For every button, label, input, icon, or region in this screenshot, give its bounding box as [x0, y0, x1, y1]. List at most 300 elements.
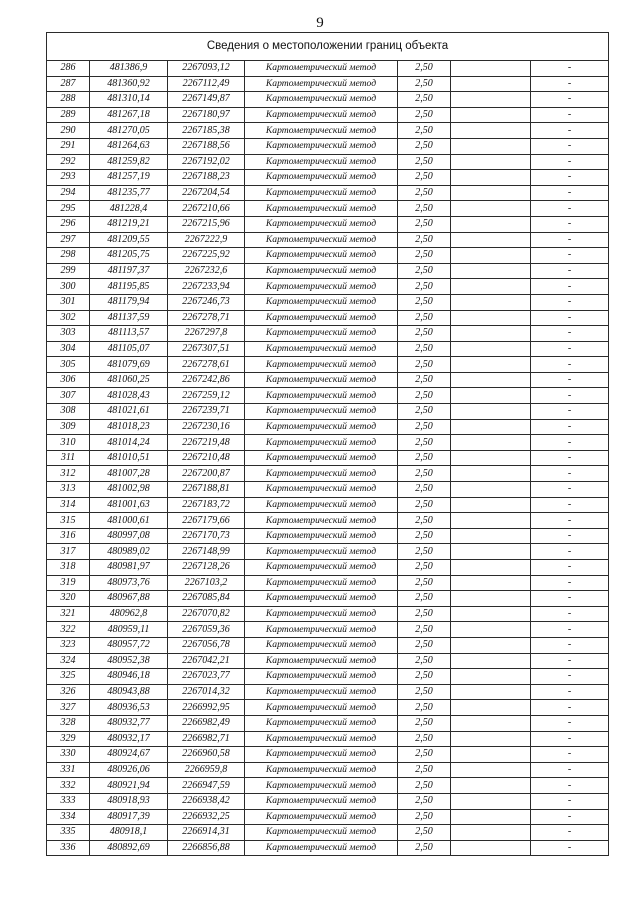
note-cell: -	[531, 201, 609, 217]
description-cell	[451, 357, 531, 373]
y-coordinate-cell: 2267148,99	[168, 544, 245, 560]
table-row	[47, 653, 609, 669]
description-cell	[451, 560, 531, 576]
description-cell	[451, 715, 531, 731]
note-cell: -	[531, 684, 609, 700]
y-coordinate-cell: 2267192,02	[168, 154, 245, 170]
accuracy-cell: 2,50	[398, 793, 451, 809]
point-number-cell: 288	[47, 92, 90, 108]
description-cell	[451, 637, 531, 653]
description-cell	[451, 840, 531, 856]
x-coordinate-cell: 480921,94	[90, 778, 168, 794]
point-number-cell: 286	[47, 61, 90, 77]
description-cell	[451, 653, 531, 669]
description-cell	[451, 762, 531, 778]
x-coordinate-cell: 481060,25	[90, 372, 168, 388]
accuracy-cell: 2,50	[398, 404, 451, 420]
x-coordinate-cell: 481105,07	[90, 341, 168, 357]
y-coordinate-cell: 2267215,96	[168, 216, 245, 232]
method-cell: Картометрический метод	[245, 715, 398, 731]
table-row	[47, 606, 609, 622]
note-cell: -	[531, 232, 609, 248]
note-cell: -	[531, 528, 609, 544]
table-row	[47, 170, 609, 186]
x-coordinate-cell: 481113,57	[90, 326, 168, 342]
table-row	[47, 201, 609, 217]
table-row	[47, 404, 609, 420]
x-coordinate-cell: 481014,24	[90, 435, 168, 451]
table-row	[47, 684, 609, 700]
method-cell: Картометрический метод	[245, 76, 398, 92]
y-coordinate-cell: 2267023,77	[168, 669, 245, 685]
x-coordinate-cell: 481179,94	[90, 294, 168, 310]
point-number-cell: 307	[47, 388, 90, 404]
x-coordinate-cell: 481360,92	[90, 76, 168, 92]
note-cell: -	[531, 154, 609, 170]
point-number-cell: 296	[47, 216, 90, 232]
note-cell: -	[531, 170, 609, 186]
x-coordinate-cell: 481270,05	[90, 123, 168, 139]
method-cell: Картометрический метод	[245, 341, 398, 357]
point-number-cell: 310	[47, 435, 90, 451]
method-cell: Картометрический метод	[245, 793, 398, 809]
point-number-cell: 301	[47, 294, 90, 310]
description-cell	[451, 700, 531, 716]
y-coordinate-cell: 2267307,51	[168, 341, 245, 357]
table-row	[47, 123, 609, 139]
description-cell	[451, 154, 531, 170]
x-coordinate-cell: 481386,9	[90, 61, 168, 77]
note-cell: -	[531, 123, 609, 139]
description-cell	[451, 92, 531, 108]
y-coordinate-cell: 2267219,48	[168, 435, 245, 451]
y-coordinate-cell: 2267242,86	[168, 372, 245, 388]
note-cell: -	[531, 747, 609, 763]
y-coordinate-cell: 2267188,23	[168, 170, 245, 186]
y-coordinate-cell: 2267112,49	[168, 76, 245, 92]
y-coordinate-cell: 2266982,49	[168, 715, 245, 731]
table-row	[47, 747, 609, 763]
method-cell: Картометрический метод	[245, 372, 398, 388]
accuracy-cell: 2,50	[398, 560, 451, 576]
y-coordinate-cell: 2267103,2	[168, 575, 245, 591]
description-cell	[451, 778, 531, 794]
x-coordinate-cell: 481267,18	[90, 107, 168, 123]
method-cell: Картометрический метод	[245, 92, 398, 108]
description-cell	[451, 107, 531, 123]
y-coordinate-cell: 2267149,87	[168, 92, 245, 108]
table-row	[47, 388, 609, 404]
x-coordinate-cell: 480932,17	[90, 731, 168, 747]
y-coordinate-cell: 2266856,88	[168, 840, 245, 856]
method-cell: Картометрический метод	[245, 466, 398, 482]
y-coordinate-cell: 2266947,59	[168, 778, 245, 794]
method-cell: Картометрический метод	[245, 357, 398, 373]
table-row	[47, 669, 609, 685]
table-row	[47, 809, 609, 825]
description-cell	[451, 279, 531, 295]
table-row	[47, 357, 609, 373]
point-number-cell: 308	[47, 404, 90, 420]
description-cell	[451, 482, 531, 498]
accuracy-cell: 2,50	[398, 123, 451, 139]
note-cell: -	[531, 840, 609, 856]
table-row	[47, 840, 609, 856]
description-cell	[451, 216, 531, 232]
y-coordinate-cell: 2267185,38	[168, 123, 245, 139]
accuracy-cell: 2,50	[398, 201, 451, 217]
accuracy-cell: 2,50	[398, 715, 451, 731]
note-cell: -	[531, 669, 609, 685]
table-row	[47, 528, 609, 544]
description-cell	[451, 341, 531, 357]
accuracy-cell: 2,50	[398, 637, 451, 653]
point-number-cell: 299	[47, 263, 90, 279]
point-number-cell: 328	[47, 715, 90, 731]
table-row	[47, 76, 609, 92]
table-row	[47, 731, 609, 747]
table-row	[47, 248, 609, 264]
x-coordinate-cell: 481205,75	[90, 248, 168, 264]
x-coordinate-cell: 480918,1	[90, 825, 168, 841]
table-row	[47, 138, 609, 154]
accuracy-cell: 2,50	[398, 294, 451, 310]
description-cell	[451, 170, 531, 186]
point-number-cell: 314	[47, 497, 90, 513]
accuracy-cell: 2,50	[398, 591, 451, 607]
accuracy-cell: 2,50	[398, 747, 451, 763]
y-coordinate-cell: 2267233,94	[168, 279, 245, 295]
y-coordinate-cell: 2267210,66	[168, 201, 245, 217]
description-cell	[451, 294, 531, 310]
table-row	[47, 762, 609, 778]
note-cell: -	[531, 825, 609, 841]
accuracy-cell: 2,50	[398, 684, 451, 700]
note-cell: -	[531, 419, 609, 435]
point-number-cell: 305	[47, 357, 90, 373]
point-number-cell: 330	[47, 747, 90, 763]
note-cell: -	[531, 263, 609, 279]
point-number-cell: 289	[47, 107, 90, 123]
point-number-cell: 290	[47, 123, 90, 139]
description-cell	[451, 466, 531, 482]
table-row	[47, 419, 609, 435]
note-cell: -	[531, 637, 609, 653]
accuracy-cell: 2,50	[398, 825, 451, 841]
table-row	[47, 185, 609, 201]
note-cell: -	[531, 544, 609, 560]
method-cell: Картометрический метод	[245, 747, 398, 763]
method-cell: Картометрический метод	[245, 216, 398, 232]
note-cell: -	[531, 279, 609, 295]
table-row	[47, 591, 609, 607]
note-cell: -	[531, 61, 609, 77]
description-cell	[451, 388, 531, 404]
table-row	[47, 575, 609, 591]
x-coordinate-cell: 481219,21	[90, 216, 168, 232]
y-coordinate-cell: 2267085,84	[168, 591, 245, 607]
y-coordinate-cell: 2267056,78	[168, 637, 245, 653]
table-row	[47, 107, 609, 123]
x-coordinate-cell: 480967,88	[90, 591, 168, 607]
table-row	[47, 61, 609, 77]
method-cell: Картометрический метод	[245, 482, 398, 498]
point-number-cell: 321	[47, 606, 90, 622]
x-coordinate-cell: 481264,63	[90, 138, 168, 154]
note-cell: -	[531, 482, 609, 498]
point-number-cell: 326	[47, 684, 90, 700]
accuracy-cell: 2,50	[398, 61, 451, 77]
point-number-cell: 309	[47, 419, 90, 435]
y-coordinate-cell: 2267297,8	[168, 326, 245, 342]
table-row	[47, 450, 609, 466]
method-cell: Картометрический метод	[245, 326, 398, 342]
y-coordinate-cell: 2267188,56	[168, 138, 245, 154]
accuracy-cell: 2,50	[398, 310, 451, 326]
description-cell	[451, 185, 531, 201]
x-coordinate-cell: 481000,61	[90, 513, 168, 529]
accuracy-cell: 2,50	[398, 216, 451, 232]
table-row	[47, 279, 609, 295]
method-cell: Картометрический метод	[245, 591, 398, 607]
point-number-cell: 302	[47, 310, 90, 326]
note-cell: -	[531, 715, 609, 731]
method-cell: Картометрический метод	[245, 825, 398, 841]
y-coordinate-cell: 2267278,61	[168, 357, 245, 373]
point-number-cell: 303	[47, 326, 90, 342]
method-cell: Картометрический метод	[245, 123, 398, 139]
point-number-cell: 287	[47, 76, 90, 92]
table-row	[47, 637, 609, 653]
point-number-cell: 327	[47, 700, 90, 716]
note-cell: -	[531, 372, 609, 388]
y-coordinate-cell: 2267188,81	[168, 482, 245, 498]
x-coordinate-cell: 481310,14	[90, 92, 168, 108]
method-cell: Картометрический метод	[245, 778, 398, 794]
point-number-cell: 336	[47, 840, 90, 856]
method-cell: Картометрический метод	[245, 513, 398, 529]
x-coordinate-cell: 481257,19	[90, 170, 168, 186]
point-number-cell: 315	[47, 513, 90, 529]
y-coordinate-cell: 2266959,8	[168, 762, 245, 778]
method-cell: Картометрический метод	[245, 294, 398, 310]
y-coordinate-cell: 2267232,6	[168, 263, 245, 279]
accuracy-cell: 2,50	[398, 263, 451, 279]
y-coordinate-cell: 2266960,58	[168, 747, 245, 763]
accuracy-cell: 2,50	[398, 248, 451, 264]
method-cell: Картометрический метод	[245, 170, 398, 186]
description-cell	[451, 747, 531, 763]
accuracy-cell: 2,50	[398, 138, 451, 154]
description-cell	[451, 622, 531, 638]
accuracy-cell: 2,50	[398, 279, 451, 295]
note-cell: -	[531, 560, 609, 576]
accuracy-cell: 2,50	[398, 76, 451, 92]
description-cell	[451, 669, 531, 685]
accuracy-cell: 2,50	[398, 170, 451, 186]
accuracy-cell: 2,50	[398, 762, 451, 778]
note-cell: -	[531, 294, 609, 310]
table-row	[47, 435, 609, 451]
x-coordinate-cell: 480989,02	[90, 544, 168, 560]
note-cell: -	[531, 326, 609, 342]
point-number-cell: 334	[47, 809, 90, 825]
point-number-cell: 295	[47, 201, 90, 217]
note-cell: -	[531, 435, 609, 451]
accuracy-cell: 2,50	[398, 326, 451, 342]
point-number-cell: 332	[47, 778, 90, 794]
y-coordinate-cell: 2266992,95	[168, 700, 245, 716]
x-coordinate-cell: 481018,23	[90, 419, 168, 435]
table-row	[47, 263, 609, 279]
x-coordinate-cell: 480918,93	[90, 793, 168, 809]
note-cell: -	[531, 466, 609, 482]
method-cell: Картометрический метод	[245, 669, 398, 685]
table-row	[47, 622, 609, 638]
y-coordinate-cell: 2267230,16	[168, 419, 245, 435]
description-cell	[451, 606, 531, 622]
note-cell: -	[531, 107, 609, 123]
point-number-cell: 335	[47, 825, 90, 841]
table-row	[47, 544, 609, 560]
note-cell: -	[531, 513, 609, 529]
y-coordinate-cell: 2267239,71	[168, 404, 245, 420]
point-number-cell: 316	[47, 528, 90, 544]
y-coordinate-cell: 2266932,25	[168, 809, 245, 825]
method-cell: Картометрический метод	[245, 544, 398, 560]
y-coordinate-cell: 2267180,97	[168, 107, 245, 123]
table-row	[47, 793, 609, 809]
note-cell: -	[531, 388, 609, 404]
method-cell: Картометрический метод	[245, 201, 398, 217]
x-coordinate-cell: 481228,4	[90, 201, 168, 217]
table-body	[47, 61, 609, 856]
method-cell: Картометрический метод	[245, 310, 398, 326]
x-coordinate-cell: 480959,11	[90, 622, 168, 638]
y-coordinate-cell: 2267179,66	[168, 513, 245, 529]
accuracy-cell: 2,50	[398, 185, 451, 201]
note-cell: -	[531, 653, 609, 669]
description-cell	[451, 544, 531, 560]
x-coordinate-cell: 480917,39	[90, 809, 168, 825]
accuracy-cell: 2,50	[398, 778, 451, 794]
point-number-cell: 317	[47, 544, 90, 560]
x-coordinate-cell: 481137,59	[90, 310, 168, 326]
y-coordinate-cell: 2267128,26	[168, 560, 245, 576]
table-row	[47, 326, 609, 342]
x-coordinate-cell: 480962,8	[90, 606, 168, 622]
x-coordinate-cell: 480952,38	[90, 653, 168, 669]
method-cell: Картометрический метод	[245, 138, 398, 154]
note-cell: -	[531, 92, 609, 108]
description-cell	[451, 76, 531, 92]
description-cell	[451, 497, 531, 513]
point-number-cell: 320	[47, 591, 90, 607]
y-coordinate-cell: 2267222,9	[168, 232, 245, 248]
y-coordinate-cell: 2267059,36	[168, 622, 245, 638]
accuracy-cell: 2,50	[398, 435, 451, 451]
table-row	[47, 825, 609, 841]
table-row	[47, 482, 609, 498]
description-cell	[451, 372, 531, 388]
table-row	[47, 513, 609, 529]
accuracy-cell: 2,50	[398, 419, 451, 435]
boundary-coordinates-table	[46, 32, 609, 856]
y-coordinate-cell: 2266938,42	[168, 793, 245, 809]
method-cell: Картометрический метод	[245, 263, 398, 279]
table-row	[47, 216, 609, 232]
x-coordinate-cell: 480936,53	[90, 700, 168, 716]
point-number-cell: 319	[47, 575, 90, 591]
x-coordinate-cell: 481209,55	[90, 232, 168, 248]
accuracy-cell: 2,50	[398, 513, 451, 529]
note-cell: -	[531, 357, 609, 373]
table-row	[47, 232, 609, 248]
y-coordinate-cell: 2267225,92	[168, 248, 245, 264]
method-cell: Картометрический метод	[245, 419, 398, 435]
method-cell: Картометрический метод	[245, 154, 398, 170]
y-coordinate-cell: 2266914,31	[168, 825, 245, 841]
point-number-cell: 293	[47, 170, 90, 186]
table-row	[47, 778, 609, 794]
accuracy-cell: 2,50	[398, 154, 451, 170]
accuracy-cell: 2,50	[398, 107, 451, 123]
accuracy-cell: 2,50	[398, 700, 451, 716]
table-row	[47, 560, 609, 576]
description-cell	[451, 731, 531, 747]
table-row	[47, 497, 609, 513]
method-cell: Картометрический метод	[245, 809, 398, 825]
x-coordinate-cell: 481002,98	[90, 482, 168, 498]
description-cell	[451, 326, 531, 342]
table-row	[47, 715, 609, 731]
accuracy-cell: 2,50	[398, 606, 451, 622]
method-cell: Картометрический метод	[245, 700, 398, 716]
note-cell: -	[531, 341, 609, 357]
accuracy-cell: 2,50	[398, 809, 451, 825]
y-coordinate-cell: 2267070,82	[168, 606, 245, 622]
description-cell	[451, 809, 531, 825]
y-coordinate-cell: 2267042,21	[168, 653, 245, 669]
table-row	[47, 466, 609, 482]
y-coordinate-cell: 2267246,73	[168, 294, 245, 310]
accuracy-cell: 2,50	[398, 372, 451, 388]
x-coordinate-cell: 481259,82	[90, 154, 168, 170]
x-coordinate-cell: 481195,85	[90, 279, 168, 295]
note-cell: -	[531, 138, 609, 154]
method-cell: Картометрический метод	[245, 575, 398, 591]
x-coordinate-cell: 480946,18	[90, 669, 168, 685]
accuracy-cell: 2,50	[398, 840, 451, 856]
note-cell: -	[531, 809, 609, 825]
method-cell: Картометрический метод	[245, 107, 398, 123]
point-number-cell: 291	[47, 138, 90, 154]
note-cell: -	[531, 731, 609, 747]
note-cell: -	[531, 700, 609, 716]
note-cell: -	[531, 591, 609, 607]
accuracy-cell: 2,50	[398, 357, 451, 373]
point-number-cell: 323	[47, 637, 90, 653]
x-coordinate-cell: 480943,88	[90, 684, 168, 700]
x-coordinate-cell: 481028,43	[90, 388, 168, 404]
y-coordinate-cell: 2267170,73	[168, 528, 245, 544]
note-cell: -	[531, 310, 609, 326]
x-coordinate-cell: 480932,77	[90, 715, 168, 731]
method-cell: Картометрический метод	[245, 606, 398, 622]
x-coordinate-cell: 481010,51	[90, 450, 168, 466]
point-number-cell: 312	[47, 466, 90, 482]
point-number-cell: 313	[47, 482, 90, 498]
